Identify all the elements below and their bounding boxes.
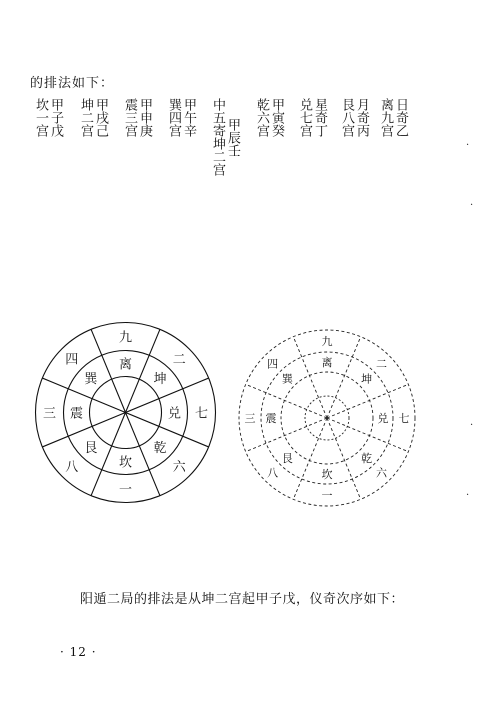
column-8	[78, 98, 108, 137]
wheel-trigram-label: 震	[69, 406, 84, 422]
bottom-paragraph: 阳遁二局的排法是从坤二宫起甲子戊，仪奇次序如下：	[80, 592, 405, 607]
wheel-number-label: 四	[267, 357, 279, 371]
right-wheel-diagram	[232, 326, 427, 511]
wheel-trigram-label: 乾	[153, 441, 167, 457]
column-7-stem: 甲申庚	[137, 98, 152, 137]
wheel-number-label: 六	[375, 466, 387, 480]
column-9	[33, 98, 63, 137]
margin-dot: ·	[466, 490, 470, 501]
wheel-number-label: 一	[118, 482, 133, 498]
wheel-trigram-label: 坤	[361, 372, 373, 386]
wheel-number-label: 九	[118, 330, 133, 346]
column-4-stem: 甲寅癸	[269, 98, 284, 137]
wheel-trigram-label: 乾	[361, 451, 373, 465]
column-5-stem: 甲辰壬	[225, 117, 240, 157]
wheel-number-label: 七	[194, 406, 209, 422]
column-5-palace: 中五寄坤二宫	[210, 98, 225, 176]
column-7-palace: 震三宫	[122, 98, 137, 137]
wheel-trigram-label: 坎	[118, 455, 133, 471]
column-3-palace: 兑七宫	[297, 98, 312, 137]
column-2-palace: 艮八宫	[339, 98, 354, 137]
column-6-stem: 甲午辛	[181, 98, 196, 137]
wheel-number-label: 二	[172, 352, 186, 368]
wheel-number-label: 七	[398, 412, 410, 426]
wheel-trigram-label: 兑	[377, 412, 389, 426]
column-9-stem: 甲子戊	[48, 98, 63, 137]
column-8-stem: 甲戌己	[93, 98, 108, 137]
column-4-palace: 乾六宫	[254, 98, 269, 137]
wheel-trigram-label: 震	[265, 412, 277, 426]
wheel-trigram-label: 巽	[84, 371, 98, 387]
column-2-stem: 月奇丙	[354, 98, 369, 137]
wheel-trigram-label: 坎	[321, 468, 333, 482]
wheel-trigram-label: 离	[118, 357, 133, 373]
column-3	[297, 98, 327, 137]
wheel-number-label: 八	[267, 466, 279, 480]
wheel-spoke	[293, 337, 327, 418]
column-7	[122, 98, 152, 137]
wheel-trigram-label: 艮	[281, 451, 293, 465]
wheel-trigram-label: 巽	[281, 372, 293, 386]
wheel-number-label: 八	[65, 460, 79, 476]
wheel-number-label: 二	[375, 357, 387, 371]
wheel-trigram-label: 坤	[153, 371, 167, 387]
column-4	[254, 98, 284, 137]
page-number: · 12 ·	[60, 645, 97, 659]
intro-text: 的排法如下：	[30, 76, 115, 91]
margin-dot: ·	[470, 200, 474, 211]
wheel-spoke	[246, 384, 327, 418]
column-9-palace: 坎一宫	[33, 98, 48, 137]
wheel-spoke	[327, 418, 361, 499]
column-1	[378, 98, 408, 137]
wheel-spoke	[327, 337, 361, 418]
column-6	[166, 98, 196, 137]
margin-dot: ·	[466, 140, 470, 151]
wheel-spoke	[246, 418, 327, 452]
wheel-spoke	[327, 418, 408, 452]
wheel-number-label: 一	[321, 489, 333, 503]
wheel-trigram-label: 离	[321, 356, 333, 370]
column-1-palace: 离九宫	[378, 98, 393, 137]
column-6-palace: 巽四宫	[166, 98, 181, 137]
wheel-number-label: 六	[172, 460, 186, 476]
wheel-number-label: 三	[42, 406, 57, 422]
wheel-spoke	[293, 418, 327, 499]
wheel-number-label: 四	[65, 352, 79, 368]
wheel-trigram-label: 艮	[84, 441, 98, 457]
column-2	[339, 98, 369, 137]
margin-dot: ·	[470, 420, 474, 431]
left-wheel-diagram	[33, 320, 218, 505]
column-8-palace: 坤二宫	[78, 98, 93, 137]
column-3-stem: 星奇丁	[312, 98, 327, 137]
wheel-trigram-label: 兑	[167, 406, 182, 422]
column-5	[210, 98, 240, 176]
wheel-number-label: 三	[244, 412, 256, 426]
column-1-stem: 日奇乙	[393, 98, 408, 137]
wheel-number-label: 九	[321, 335, 333, 349]
wheel-spoke	[327, 384, 408, 418]
